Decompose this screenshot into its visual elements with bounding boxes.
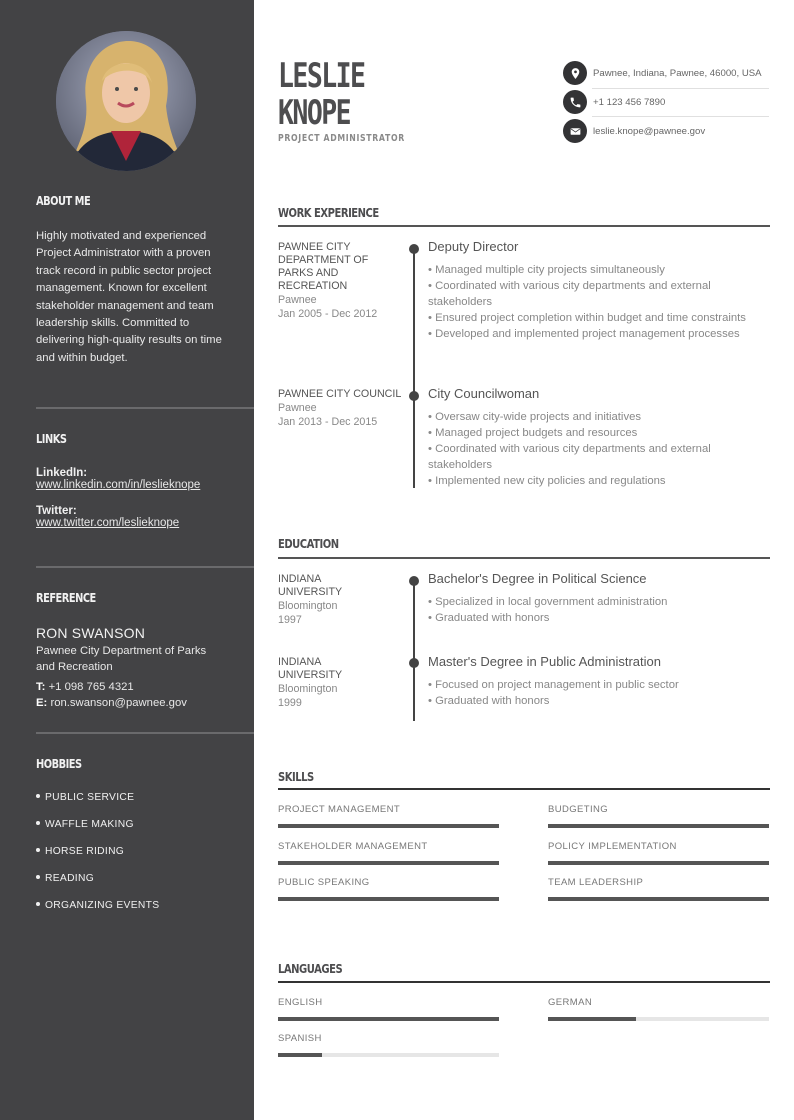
section-rule (278, 225, 770, 227)
timeline-dot (409, 658, 419, 668)
degree-bullet: • Graduated with honors (428, 612, 550, 624)
phone-text: +1 123 456 7890 (593, 96, 666, 108)
divider (36, 732, 254, 734)
role-bullet: • Managed multiple city projects simultaneously (428, 264, 665, 276)
full-name (278, 58, 364, 132)
phone-icon (563, 90, 587, 114)
hobby-item: HORSE RIDING (36, 845, 254, 872)
hobbies-title: HOBBIES (36, 757, 82, 771)
role-bullet: • Oversaw city-wide projects and initiatives (428, 411, 642, 423)
language-bar-fill (278, 1053, 322, 1057)
work-role (428, 386, 768, 489)
hobby-item: READING (36, 872, 254, 899)
bullet-icon (36, 848, 40, 852)
skill-label: POLICY IMPLEMENTATION (548, 841, 677, 852)
language-label: GERMAN (548, 997, 593, 1008)
language-bar (278, 1017, 499, 1021)
skill-label: BUDGETING (548, 804, 609, 815)
address-text: Pawnee, Indiana, Pawnee, 46000, USA (593, 67, 762, 79)
role-title: Deputy Director (428, 239, 519, 254)
skill-bar-fill (548, 824, 769, 828)
skill-item (278, 877, 499, 901)
work-org (278, 388, 403, 429)
org-name: INDIANA UNIVERSITY (278, 656, 343, 681)
timeline-line (413, 248, 415, 488)
section-rule (278, 557, 770, 559)
role-bullet: • Managed project budgets and resources (428, 427, 638, 439)
org-location: Bloomington (278, 683, 338, 695)
degree-bullet: • Graduated with honors (428, 695, 550, 707)
role-bullet: • Ensured project completion within budget and time constraints (428, 312, 746, 324)
skill-label: TEAM LEADERSHIP (548, 877, 644, 888)
org-name: INDIANA UNIVERSITY (278, 573, 343, 598)
reference-org: Pawnee City Department of Parks and Recreation (36, 645, 207, 673)
edu-degree (428, 654, 768, 709)
email-text: leslie.knope@pawnee.gov (593, 125, 706, 137)
first-name: LESLIE (278, 56, 365, 96)
skill-label: PROJECT MANAGEMENT (278, 804, 401, 815)
degree-bullet: • Focused on project management in public sector (428, 679, 679, 691)
language-bar (548, 1017, 769, 1021)
skill-item (548, 877, 769, 901)
last-name: KNOPE (278, 93, 351, 133)
language-item (548, 997, 769, 1021)
role-bullet: • Coordinated with various city departments and external stakeholders (428, 280, 711, 308)
skill-label: STAKEHOLDER MANAGEMENT (278, 841, 428, 852)
avatar (56, 31, 196, 171)
language-item (278, 997, 499, 1021)
languages-title: LANGUAGES (278, 961, 343, 976)
location-pin-icon (563, 61, 587, 85)
reference-title: REFERENCE (36, 591, 96, 605)
email-value: ron.swanson@pawnee.gov (50, 697, 187, 709)
about-text: Highly motivated and experienced Project Administrator with a proven track record in public sector project management. Known for excellent stakeholder management and team leadership skills. Committed to delivering high-quality results on time and within budget. (36, 230, 222, 364)
org-location: Pawnee (278, 402, 317, 414)
envelope-icon (563, 119, 587, 143)
org-dates: 1999 (278, 697, 302, 709)
twitter-link[interactable]: www.twitter.com/leslieknope (36, 517, 180, 529)
edu-org (278, 573, 403, 627)
role-title: City Councilwoman (428, 386, 540, 401)
language-bar (278, 1053, 499, 1057)
skill-bar-fill (278, 897, 499, 901)
org-location: Pawnee (278, 294, 317, 306)
sidebar (0, 0, 254, 1120)
language-label: SPANISH (278, 1033, 322, 1044)
skill-item (278, 841, 499, 865)
org-dates: Jan 2005 - Dec 2012 (278, 308, 378, 320)
language-bar-fill (278, 1017, 499, 1021)
work-experience-title: WORK EXPERIENCE (278, 205, 379, 220)
skill-bar (548, 824, 769, 828)
email-label: E: (36, 697, 48, 709)
degree-bullet: • Specialized in local government administration (428, 596, 668, 608)
contact-address (563, 59, 769, 87)
org-location: Bloomington (278, 600, 338, 612)
contact-email (563, 117, 769, 145)
linkedin-link[interactable]: www.linkedin.com/in/leslieknope (36, 479, 201, 491)
skill-bar-fill (278, 861, 499, 865)
reference-email (36, 695, 254, 711)
hobbies-section (36, 757, 254, 926)
section-rule (278, 788, 770, 790)
org-name: PAWNEE CITY DEPARTMENT OF PARKS AND RECREATION (278, 241, 369, 292)
twitter-label: Twitter: (36, 505, 77, 517)
skills-title: SKILLS (278, 769, 314, 784)
hobby-item: ORGANIZING EVENTS (36, 899, 254, 926)
bullet-icon (36, 875, 40, 879)
hobby-item: WAFFLE MAKING (36, 818, 254, 845)
reference-section (36, 591, 254, 711)
bullet-icon (36, 902, 40, 906)
phone-label: T: (36, 681, 46, 693)
bullet-icon (36, 821, 40, 825)
skill-bar-fill (278, 824, 499, 828)
org-name: PAWNEE CITY COUNCIL (278, 388, 402, 400)
phone-value: +1 098 765 4321 (48, 681, 134, 693)
reference-phone (36, 679, 254, 695)
education-title: EDUCATION (278, 536, 339, 551)
hobby-item: PUBLIC SERVICE (36, 791, 254, 818)
language-bar-fill (548, 1017, 636, 1021)
role-bullet: • Implemented new city policies and regulations (428, 475, 666, 487)
role-bullet: • Developed and implemented project management processes (428, 328, 740, 340)
language-label: ENGLISH (278, 997, 323, 1008)
about-title: ABOUT ME (36, 194, 91, 208)
timeline-dot (409, 244, 419, 254)
divider (36, 407, 254, 409)
degree-title: Master's Degree in Public Administration (428, 654, 661, 669)
skill-bar-fill (548, 897, 769, 901)
timeline-dot (409, 576, 419, 586)
skill-bar (278, 824, 499, 828)
contact-phone (563, 88, 769, 116)
edu-org (278, 656, 403, 710)
skill-item (548, 804, 769, 828)
skill-item (278, 804, 499, 828)
profile-photo-icon (56, 31, 196, 171)
skill-label: PUBLIC SPEAKING (278, 877, 370, 888)
org-dates: 1997 (278, 614, 302, 626)
reference-name: RON SWANSON (36, 625, 146, 641)
timeline-dot (409, 391, 419, 401)
degree-title: Bachelor's Degree in Political Science (428, 571, 647, 586)
role-bullet: • Coordinated with various city departments and external stakeholders (428, 443, 711, 471)
section-rule (278, 981, 770, 983)
skill-item (548, 841, 769, 865)
links-section (36, 432, 254, 529)
work-role (428, 239, 768, 342)
linkedin-label: LinkedIn: (36, 467, 88, 479)
timeline-line (413, 580, 415, 721)
language-item (278, 1033, 499, 1057)
links-title: LINKS (36, 432, 67, 446)
org-dates: Jan 2013 - Dec 2015 (278, 416, 378, 428)
skill-bar (278, 897, 499, 901)
skill-bar-fill (548, 861, 769, 865)
edu-degree (428, 571, 768, 626)
skill-bar (548, 897, 769, 901)
job-title: PROJECT ADMINISTRATOR (278, 133, 405, 144)
work-org (278, 241, 403, 321)
about-section (36, 194, 254, 367)
skill-bar (278, 861, 499, 865)
divider (36, 566, 254, 568)
skill-bar (548, 861, 769, 865)
bullet-icon (36, 794, 40, 798)
